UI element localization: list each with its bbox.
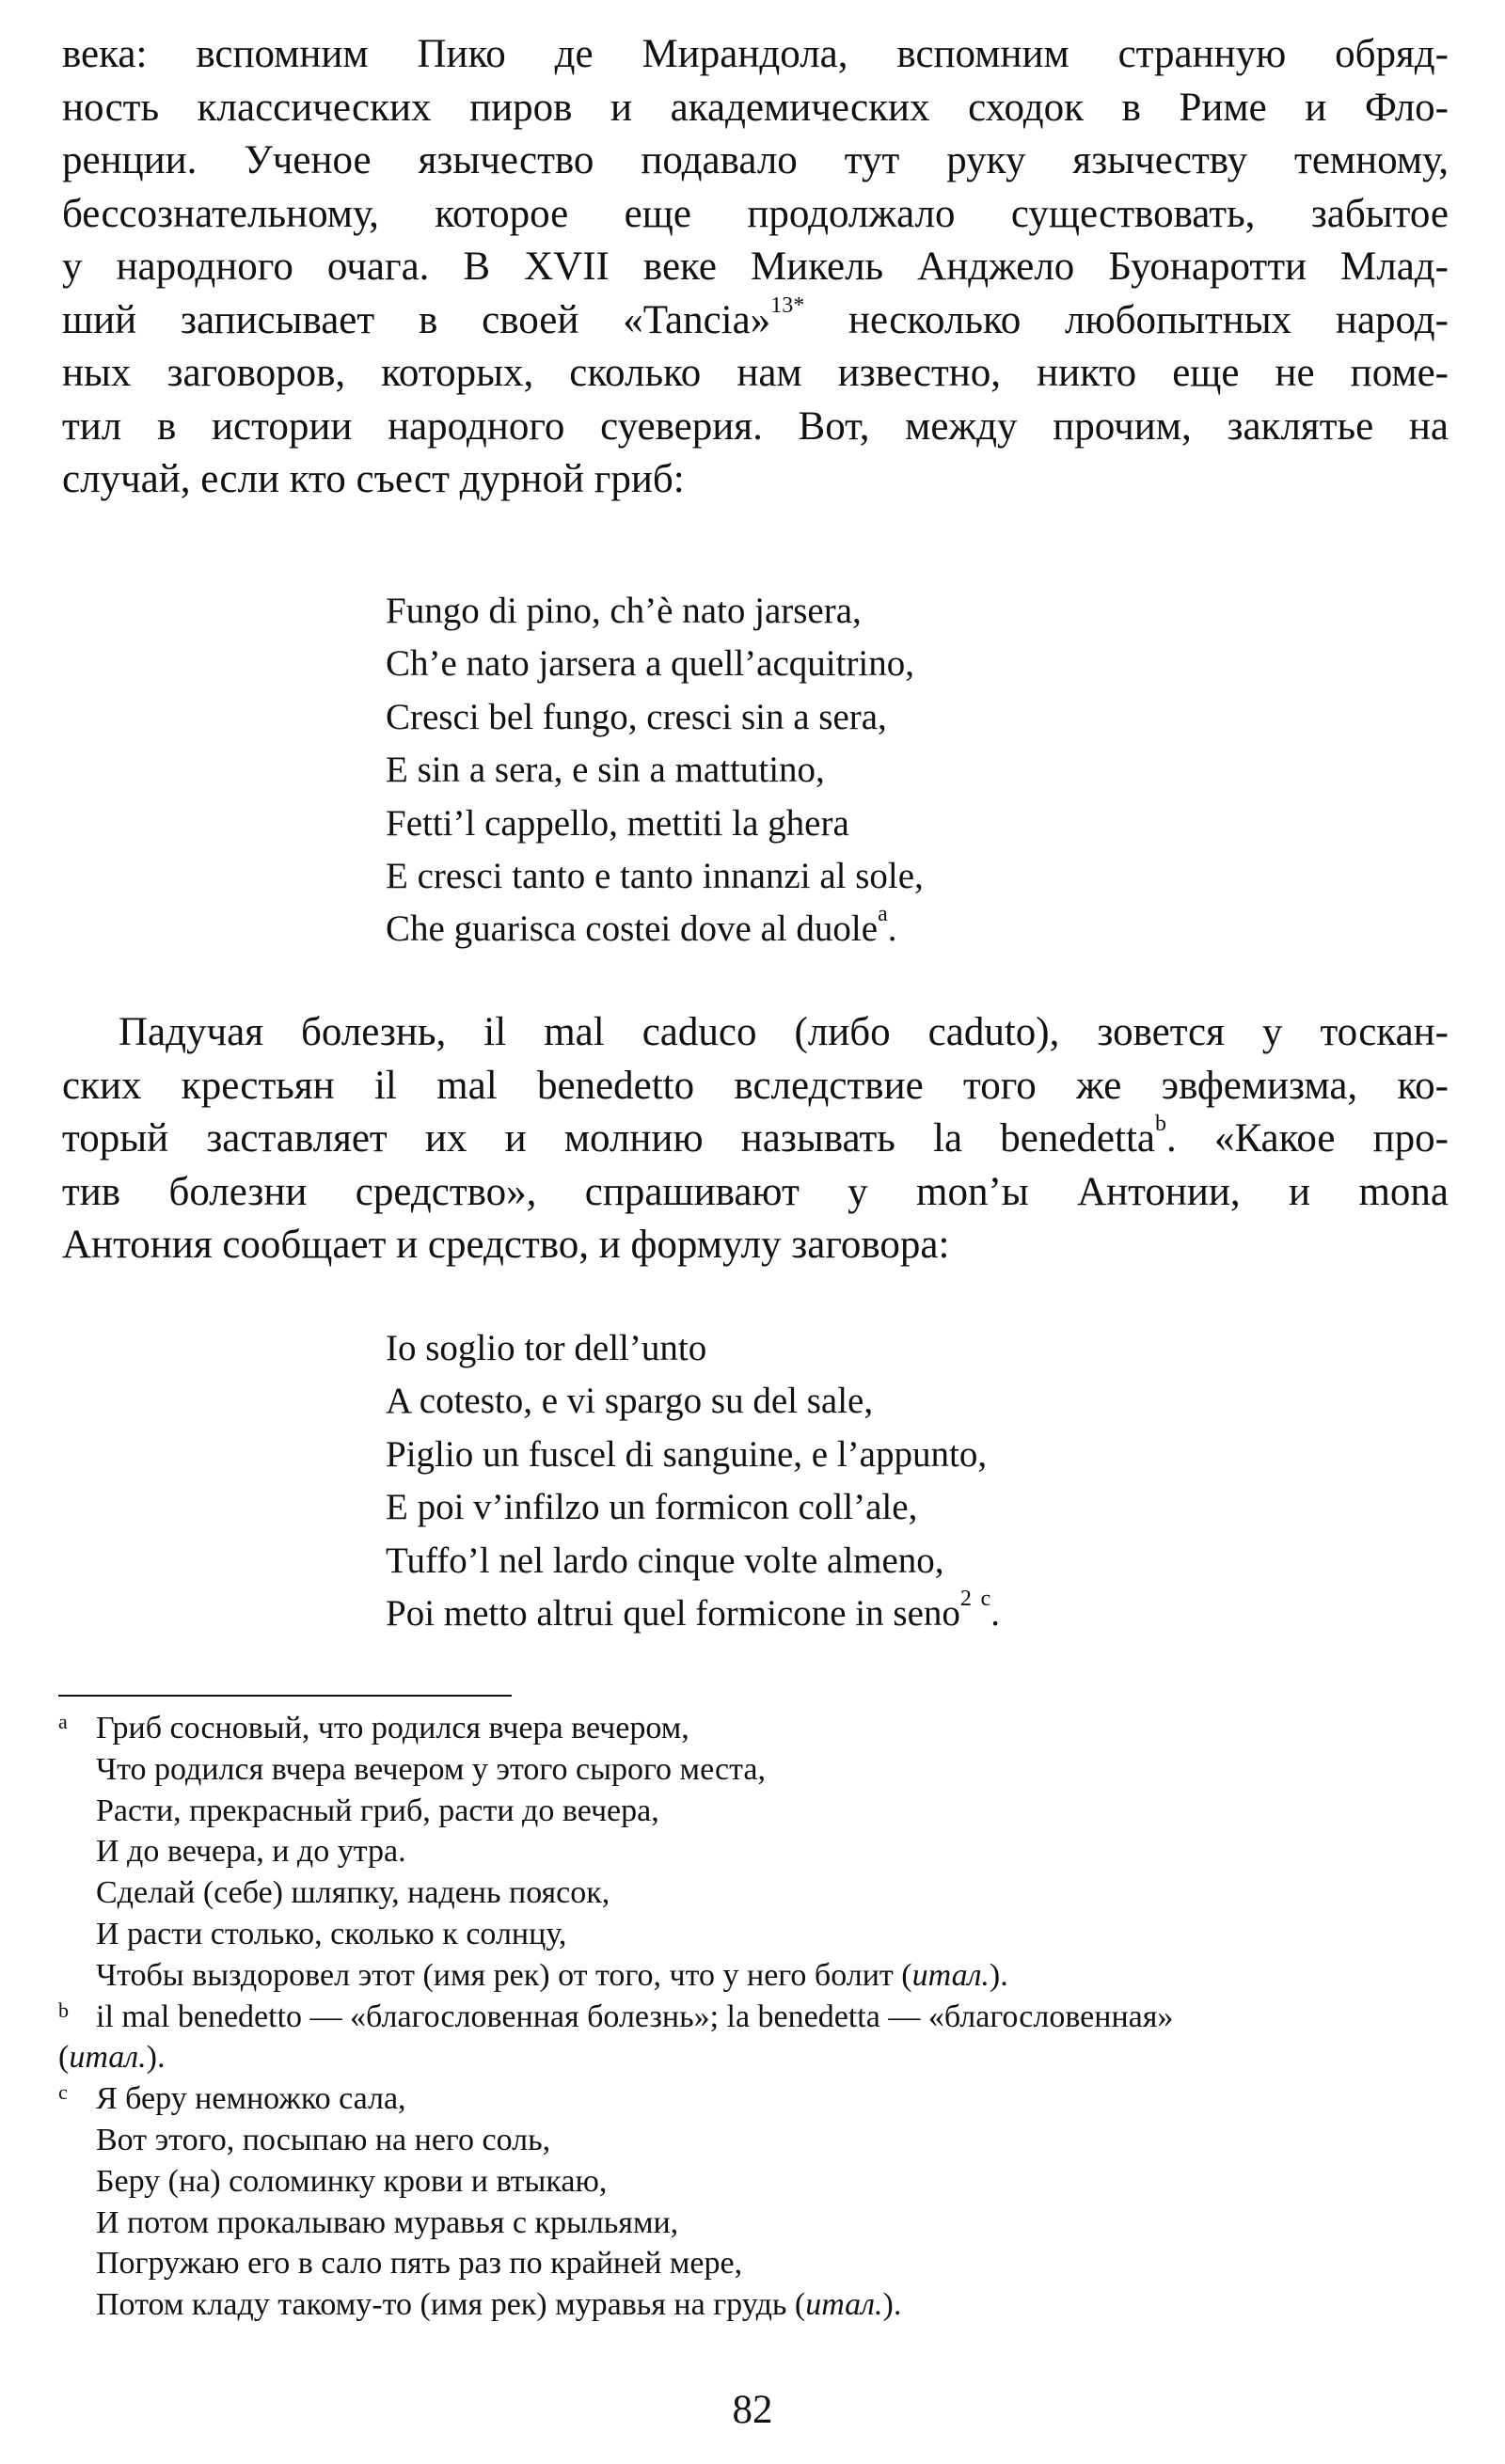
text-line: тил в истории народного суеверия. Вот, между прочим, заклятье на [62, 403, 1449, 449]
text-segment: . «Какое про- [1166, 1116, 1449, 1161]
text-line-with-ref [62, 294, 1449, 348]
verse-line: E poi v’infilzo un formicon coll’ale, [386, 1487, 918, 1528]
text-line-with-ref [62, 1113, 1449, 1166]
footnote-b-line [58, 2037, 1449, 2078]
footnote-text: ). [882, 2287, 902, 2323]
footnote-mark-b: b [1155, 1112, 1166, 1136]
verse-line: E sin a sera, e sin a mattutino, [386, 750, 825, 791]
verse-line [386, 903, 1232, 956]
verse-line: Piglio un fuscel di sanguine, e l’appunto, [386, 1433, 988, 1475]
footnote-c-line: Беру (на) соломинку крови и втыкаю, [96, 2163, 608, 2199]
verse-line [386, 1587, 1232, 1640]
text-line: тив болезни средство», спрашивают у mon’ы Антонии, и mona [62, 1169, 1449, 1214]
footnote-text: ( [58, 2040, 70, 2076]
text-line: ренции. Ученое язычество подавало тут руку язычеству темному, [62, 138, 1449, 182]
paragraph-1 [62, 28, 1449, 507]
language-abbr: итал. [911, 1957, 990, 1993]
text-line: случай, если кто съест дурной гриб: [62, 457, 685, 501]
verse-line: Fungo di pino, ch’è nato jarsera, [386, 591, 862, 631]
verse-line: Cresci bel fungo, cresci sin a sera, [386, 696, 887, 737]
footnote-b-line [58, 1997, 1449, 2038]
footnote-marker-c: c [58, 2080, 68, 2105]
footnote-marker-a: a [58, 1710, 68, 1733]
footnote-ref-13: 13* [770, 292, 805, 318]
text-line: ских крестьян il mal benedetto вследствие того же эвфемизма, ко- [62, 1063, 1449, 1108]
footnote-separator [58, 1695, 512, 1697]
footnote-a-line [58, 1955, 1449, 1997]
footnote-text: ). [146, 2040, 166, 2076]
verse-text: Poi metto altrui quel formicone in seno [386, 1593, 960, 1635]
text-line: Антония сообщает и средство, и формулу заговора: [62, 1223, 950, 1267]
verse-text: Che guarisca costei dove al duole [386, 908, 879, 950]
footnote-c-line: Погружаю его в сало пять раз по крайней мере, [96, 2246, 743, 2282]
footnotes [58, 1708, 1449, 2326]
verse-line: Io soglio tor dell’unto [386, 1328, 707, 1368]
text-segment: несколько любопытных народ- [848, 297, 1449, 342]
verse-line: E cresci tanto e tanto innanzi al sole, [386, 856, 924, 897]
text-line: ных заговоров, которых, сколько нам известно, никто еще не поме- [62, 351, 1449, 395]
footnote-a-line [58, 1708, 1449, 1749]
footnote-a-line: Расти, прекрасный гриб, расти до вечера, [96, 1793, 659, 1828]
text-line: века: вспомним Пико де Мирандола, вспомним странную обряд- [62, 32, 1449, 76]
text-line: Падучая болезнь, il mal caduco (либо caduto), зовется у тоскан- [119, 1010, 1449, 1054]
footnote-c-line: И потом прокалываю муравья с крыльями, [96, 2204, 679, 2240]
text-segment: ший записывает в своей «Tancia» [62, 297, 771, 342]
footnote-mark-c: c [980, 1587, 991, 1612]
verse-line: A cotesto, e vi spargo su del sale, [386, 1381, 874, 1422]
footnote-text: Потом кладу такому-то (имя рек) муравья на грудь ( [96, 2287, 806, 2323]
text-segment: торый заставляет их и молнию называть la benedetta [62, 1116, 1155, 1161]
text-line: бессознательному, которое еще продолжало существовать, забытое [62, 191, 1449, 236]
text-line: ность классических пиров и академических сходок в Риме и Фло- [62, 85, 1449, 130]
verse-line: Ch’e nato jarsera a quell’acquitrino, [386, 643, 915, 685]
verse-1 [386, 585, 1232, 956]
footnote-text: Чтобы выздоровел этот (имя рек) от того, что у него болит ( [96, 1957, 912, 1993]
footnote-text: il mal benedetto — «благословенная болезнь»; la benedetta — «благословенная» [96, 1998, 1174, 2034]
page-number: 82 [732, 2388, 773, 2432]
verse-line: Tuffo’l nel lardo cinque volte almeno, [386, 1540, 944, 1581]
footnote-text: ). [989, 1957, 1008, 1993]
footnote-c-line: Вот этого, посыпаю на него соль, [96, 2122, 551, 2157]
footnote-a-line: Что родился вчера вечером у этого сырого места, [96, 1751, 766, 1787]
footnote-text: Гриб сосновый, что родился вчера вечером, [96, 1711, 689, 1745]
text-line: у народного очага. В XVII веке Микель Анджело Буонаротти Млад- [62, 245, 1449, 289]
punctuation: . [990, 1593, 1001, 1635]
language-abbr: итал. [805, 2287, 883, 2323]
language-abbr: итал. [69, 2040, 147, 2076]
paragraph-2 [62, 1006, 1449, 1272]
footnote-a-line: Сделай (себе) шляпку, надень поясок, [96, 1875, 610, 1911]
footnote-c-line [58, 2284, 1449, 2326]
footnote-a-line: И до вечера, и до утра. [96, 1834, 406, 1870]
footnote-text: Я беру немножко сала, [96, 2081, 406, 2117]
footnote-a-line: И расти столько, сколько к солнцу, [96, 1916, 567, 1951]
verse-line: Fetti’l cappello, mettiti la ghera [386, 802, 849, 844]
verse-2 [386, 1322, 1232, 1640]
footnote-ref-2: 2 [959, 1587, 972, 1612]
footnote-marker-b: b [58, 1998, 69, 2022]
punctuation: . [887, 908, 897, 950]
footnote-mark-a: a [878, 902, 888, 927]
footnote-c-line [58, 2078, 1449, 2120]
